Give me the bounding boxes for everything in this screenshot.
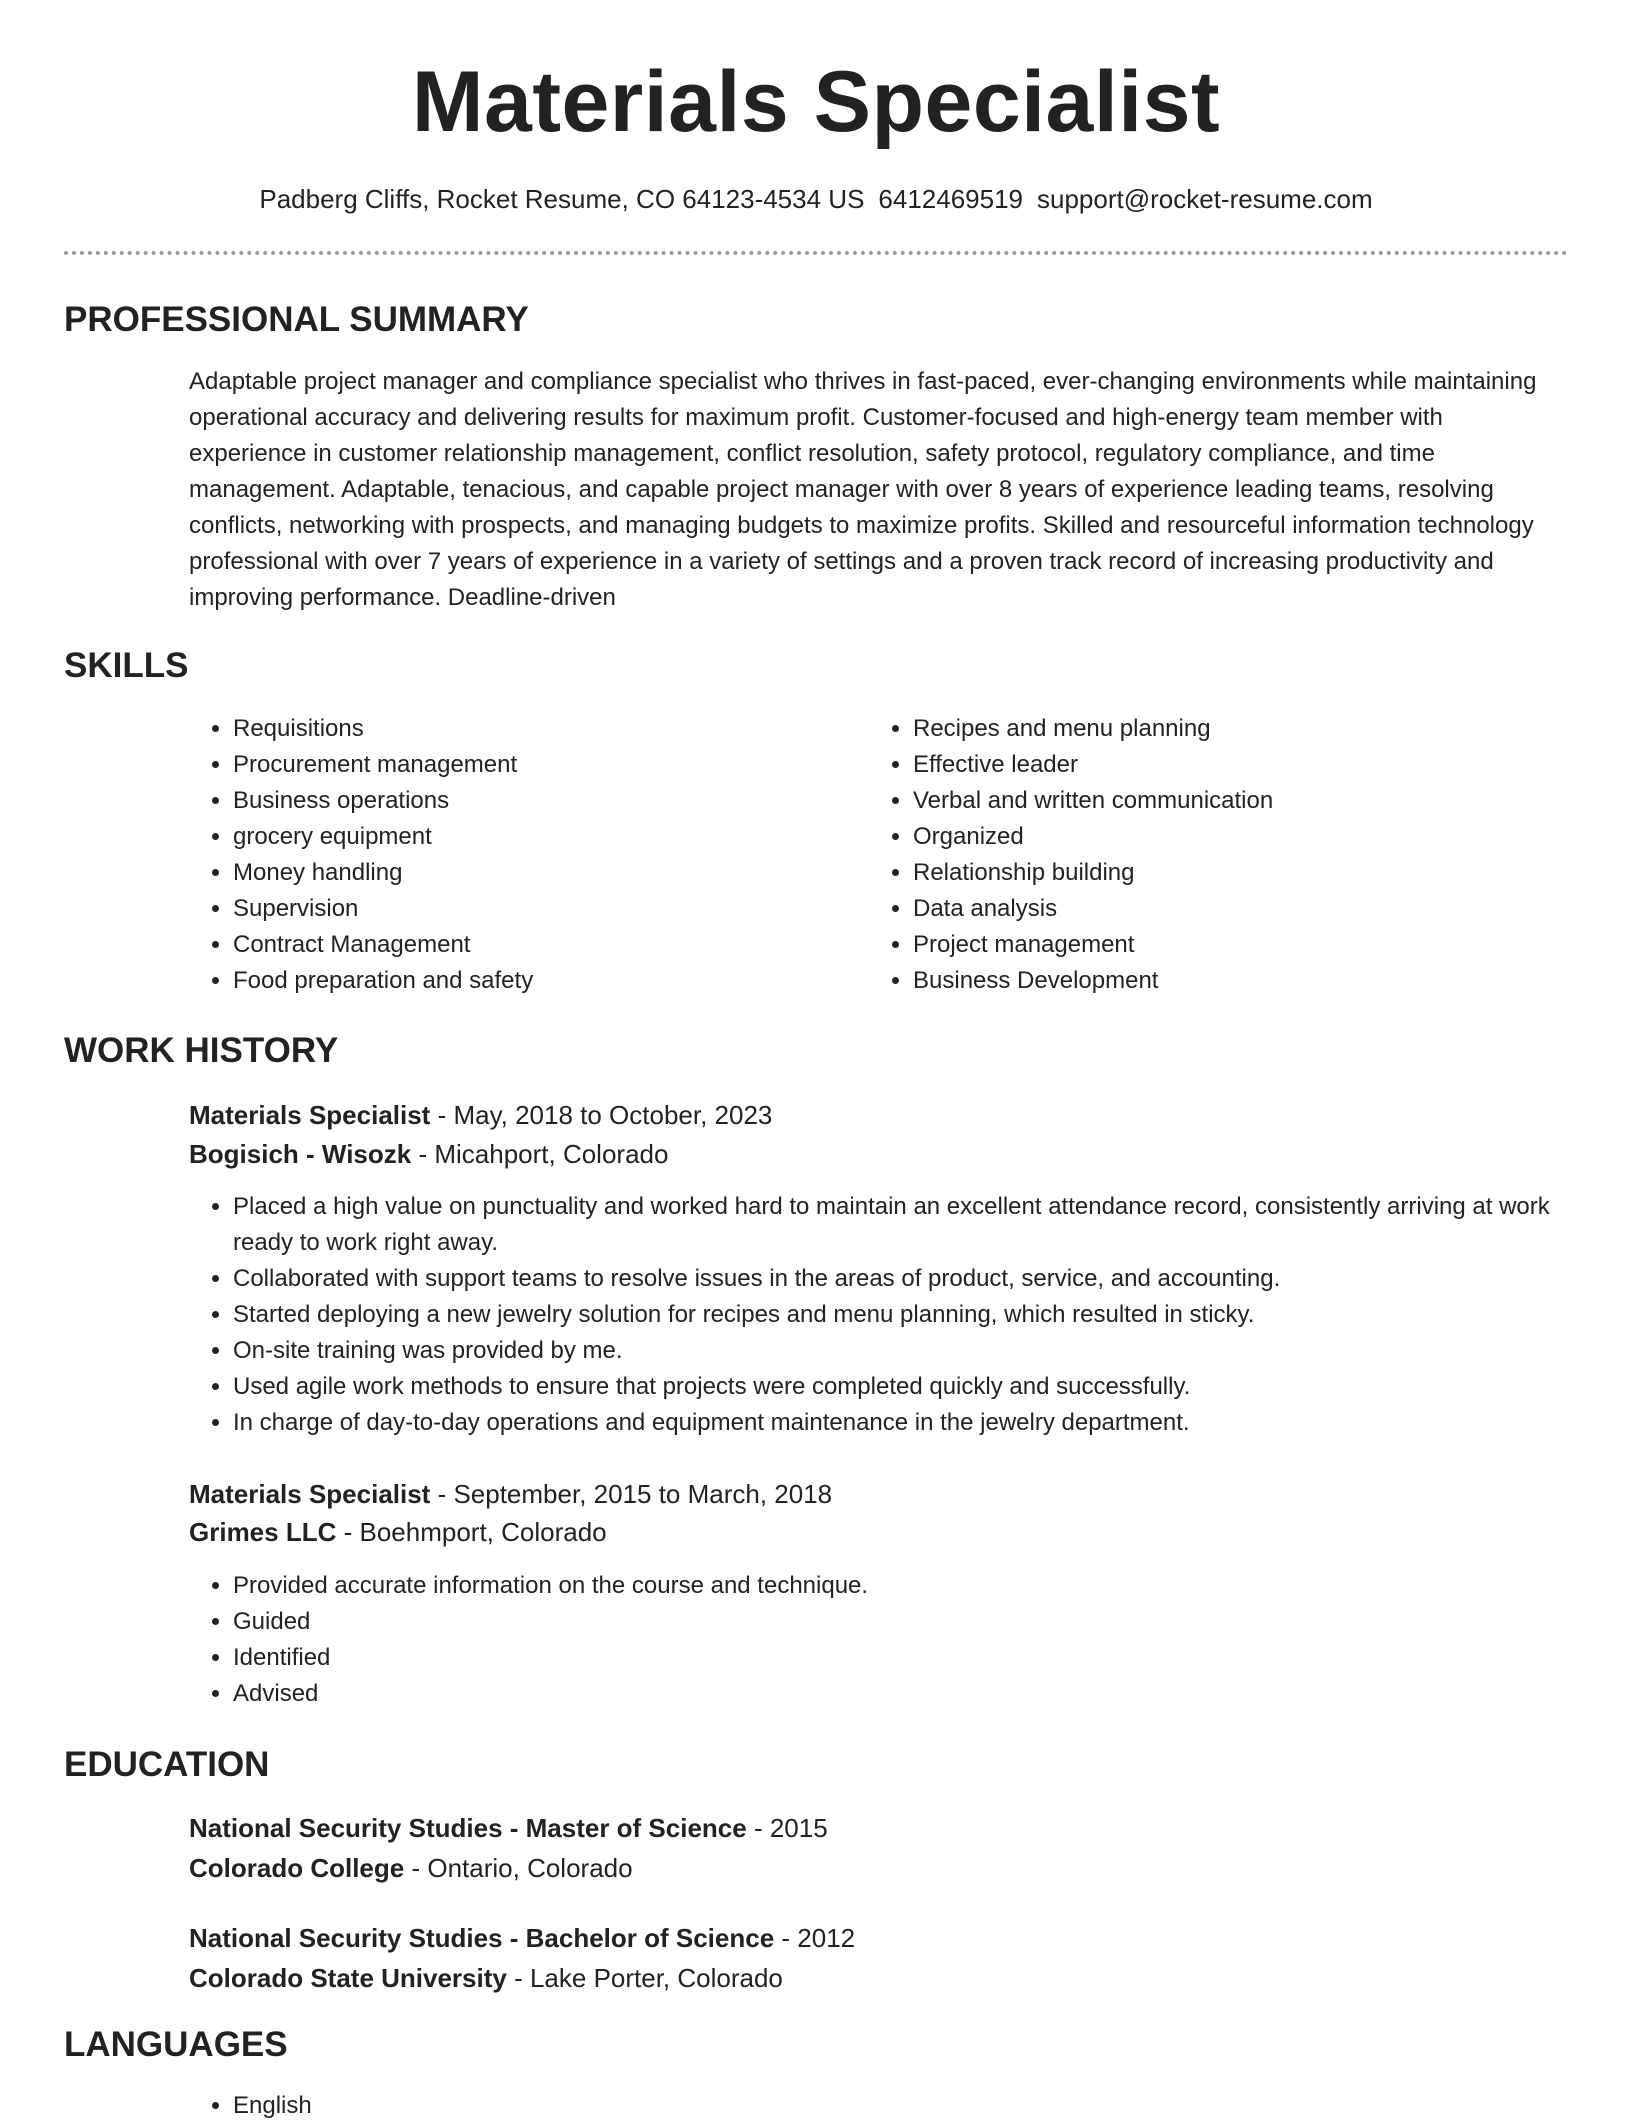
education-location: - Lake Porter, Colorado [506, 1963, 783, 1993]
job-company-line [189, 1512, 1559, 1552]
job-location: - Micahport, Colorado [411, 1139, 669, 1169]
education-heading: EDUCATION [64, 1745, 270, 1784]
job-title: Materials Specialist [189, 1100, 431, 1130]
skill-item: • grocery equipment [233, 819, 869, 855]
job-title-line [189, 1095, 1559, 1135]
education-year: - 2012 [774, 1923, 856, 1953]
education-location: - Ontario, Colorado [404, 1853, 633, 1883]
skill-item: • Effective leader [913, 747, 1549, 783]
job-duties [189, 1568, 1559, 1712]
job-dates: - May, 2018 to October, 2023 [430, 1100, 773, 1130]
skill-item: • Relationship building [913, 855, 1549, 891]
education-degree-line [189, 1918, 1559, 1958]
skill-item: • Verbal and written communication [913, 783, 1549, 819]
skill-item: • Contract Management [233, 927, 869, 963]
resume-name: Materials Specialist [411, 54, 1221, 150]
job-title: Materials Specialist [189, 1479, 431, 1509]
job-company-line [189, 1134, 1559, 1174]
job-location: - Boehmport, Colorado [336, 1517, 607, 1547]
education-degree-line [189, 1808, 1559, 1848]
job-company: Bogisich - Wisozk [189, 1139, 412, 1169]
education-degree: National Security Studies - Bachelor of Science [189, 1923, 775, 1953]
job-duty: • Identified [233, 1640, 1559, 1676]
skill-item: • Project management [913, 927, 1549, 963]
job-title-line [189, 1474, 1559, 1514]
job-duty: • On-site training was provided by me. [233, 1333, 1559, 1369]
work-history-heading: WORK HISTORY [64, 1031, 339, 1070]
skills-heading: SKILLS [64, 646, 189, 685]
language-item: • English [233, 2088, 312, 2124]
job-duty: • Guided [233, 1604, 1559, 1640]
education-degree: National Security Studies - Master of Science [189, 1813, 747, 1843]
languages-heading: LANGUAGES [64, 2025, 288, 2064]
contact-phone: 6412469519 [878, 184, 1024, 214]
skill-item: • Money handling [233, 855, 869, 891]
education-school: Colorado State University [189, 1963, 507, 1993]
education-year: - 2015 [746, 1813, 828, 1843]
skill-item: • Business operations [233, 783, 869, 819]
skill-item: • Supervision [233, 891, 869, 927]
skills-list [189, 711, 1549, 999]
job-duty: • Collaborated with support teams to resolve issues in the areas of product, service, and accounting. [233, 1261, 1559, 1297]
summary-text: Adaptable project manager and compliance specialist who thrives in fast-paced, ever-changing environments while maintaining operational accuracy and delivering results for maximum profit. Customer-focused and high-energy team member with experience in customer relationship management, conflict resolution, safety protocol, regulatory compliance, and time management. Adaptable, tenacious, and capable project manager with over 8 years of experience leading teams, resolving conflicts, networking with prospects, and managing budgets to maximize profits. Skilled and resourceful information technology professional with over 7 years of experience in a variety of settings and a proven track record of increasing productivity and improving performance. Deadline-driven [189, 368, 1537, 611]
languages-list [189, 2088, 312, 2124]
header-divider [64, 251, 1568, 255]
contact-email: support@rocket-resume.com [1037, 184, 1373, 214]
skill-item: • Organized [913, 819, 1549, 855]
job-duty: • In charge of day-to-day operations and equipment maintenance in the jewelry department. [233, 1405, 1559, 1441]
job-duty: • Advised [233, 1676, 1559, 1712]
job-duty: • Started deploying a new jewelry solution for recipes and menu planning, which resulted in sticky. [233, 1297, 1559, 1333]
contact-address: Padberg Cliffs, Rocket Resume, CO 64123-4534 US [259, 184, 865, 214]
education-school: Colorado College [189, 1853, 405, 1883]
job-company: Grimes LLC [189, 1517, 337, 1547]
job-duties [189, 1189, 1559, 1441]
skill-item: • Requisitions [233, 711, 869, 747]
skill-item: • Food preparation and safety [233, 963, 869, 999]
skills-column-right [869, 711, 1549, 999]
job-dates: - September, 2015 to March, 2018 [430, 1479, 833, 1509]
skills-column-left [189, 711, 869, 999]
skill-item: • Business Development [913, 963, 1549, 999]
skill-item: • Data analysis [913, 891, 1549, 927]
skill-item: • Recipes and menu planning [913, 711, 1549, 747]
contact-line [0, 182, 1632, 216]
job-duty: • Provided accurate information on the course and technique. [233, 1568, 1559, 1604]
education-school-line [189, 1848, 1559, 1888]
job-duty: • Used agile work methods to ensure that projects were completed quickly and successfully. [233, 1369, 1559, 1405]
skill-item: • Procurement management [233, 747, 869, 783]
education-school-line [189, 1958, 1559, 1998]
summary-heading: PROFESSIONAL SUMMARY [64, 300, 529, 339]
job-duty: • Placed a high value on punctuality and worked hard to maintain an excellent attendance record, consistently arriving at work ready to work right away. [233, 1189, 1559, 1261]
